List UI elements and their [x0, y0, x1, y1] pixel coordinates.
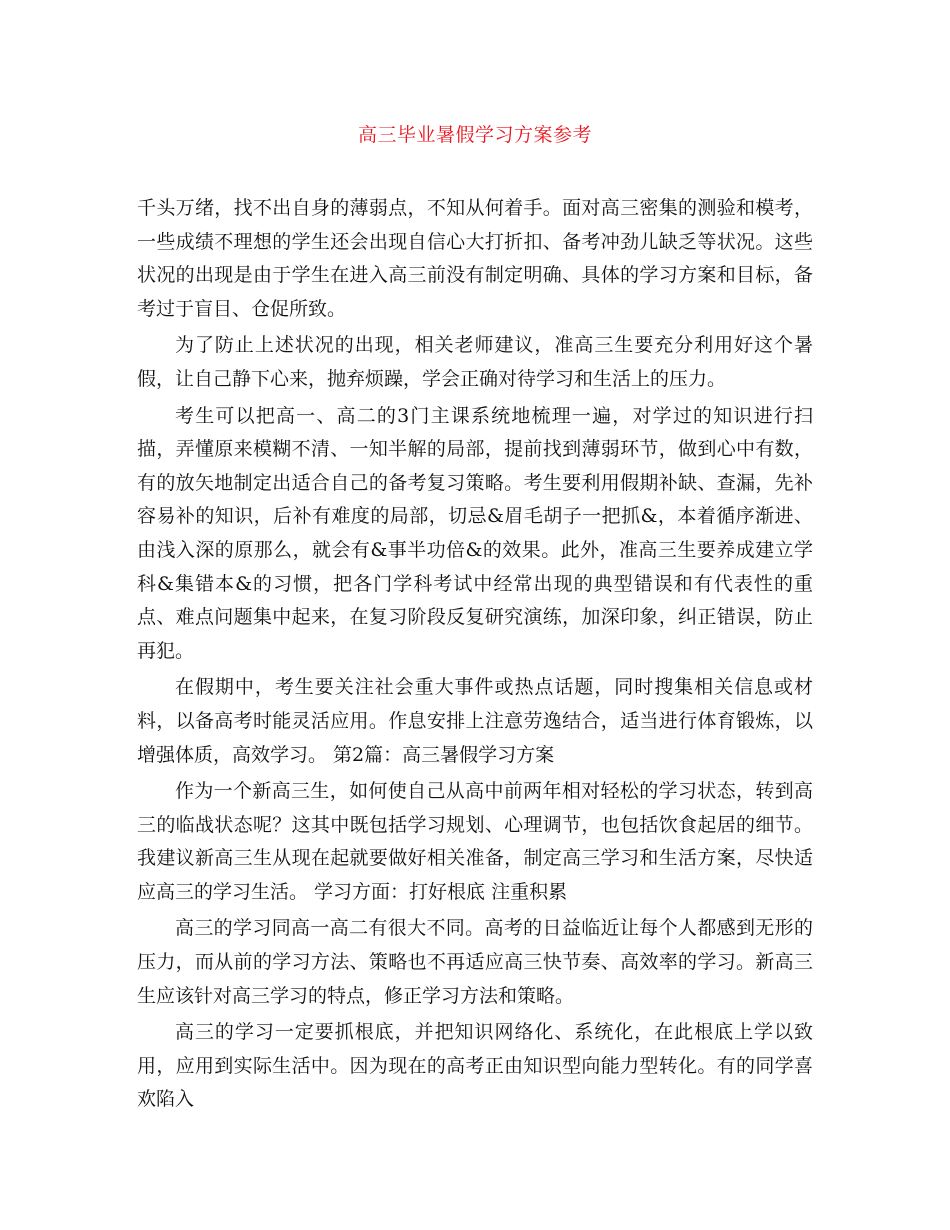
paragraph-6: 高三的学习同高一高二有很大不同。高考的日益临近让每个人都感到无形的压力，而从前的学习方法、策略也不再适应高三快节奏、高效率的学习。新高三生应该针对高三学习的特点，修正学习方法和策略。 — [137, 917, 813, 1007]
paragraph-1: 千头万绪，找不出自身的薄弱点，不知从何着手。面对高三密集的测验和模考，一些成绩不理想的学生还会出现自信心大打折扣、备考冲劲儿缺乏等状况。这些状况的出现是由于学生在进入高三前没有制定明确、具体的学习方案和目标，备考过于盲目、仓促所致。 — [137, 197, 813, 320]
paragraph-3: 考生可以把高一、高二的3门主课系统地梳理一遍，对学过的知识进行扫描，弄懂原来模糊不清、一知半解的局部，提前找到薄弱环节，做到心中有数，有的放矢地制定出适合自己的备考复习策略。考生要利用假期补缺、查漏，先补容易补的知识，后补有难度的局部，切忌&眉毛胡子一把抓&，本着循序渐进、由浅入深的原那么，就会有&事半功倍&的效果。此外，准高三生要养成建立学科&集错本&的习惯，把各门学科考试中经常出现的典型错误和有代表性的重点、难点问题集中起来，在复习阶段反复研究演练，加深印象，纠正错误，防止再犯。 — [137, 404, 813, 662]
document-title: 高三毕业暑假学习方案参考 — [357, 124, 592, 146]
paragraph-4: 在假期中，考生要关注社会重大事件或热点话题，同时搜集相关信息或材料，以备高考时能灵活应用。作息安排上注意劳逸结合，适当进行体育锻炼，以增强体质，高效学习。 第2篇：高三暑假学习方案 — [137, 676, 813, 766]
paragraph-5: 作为一个新高三生，如何使自己从高中前两年相对轻松的学习状态，转到高三的临战状态呢？这其中既包括学习规划、心理调节，也包括饮食起居的细节。我建议新高三生从现在起就要做好相关准备，制定高三学习和生活方案，尽快适应高三的学习生活。 学习方面：打好根底 注重积累 — [137, 780, 813, 903]
paragraph-7: 高三的学习一定要抓根底，并把知识网络化、系统化，在此根底上学以致用，应用到实际生活中。因为现在的高考正由知识型向能力型转化。有的同学喜欢陷入 — [137, 1021, 813, 1111]
paragraph-2: 为了防止上述状况的出现，相关老师建议，准高三生要充分利用好这个暑假，让自己静下心来，抛弃烦躁，学会正确对待学习和生活上的压力。 — [137, 334, 813, 390]
document-body — [137, 192, 813, 1117]
